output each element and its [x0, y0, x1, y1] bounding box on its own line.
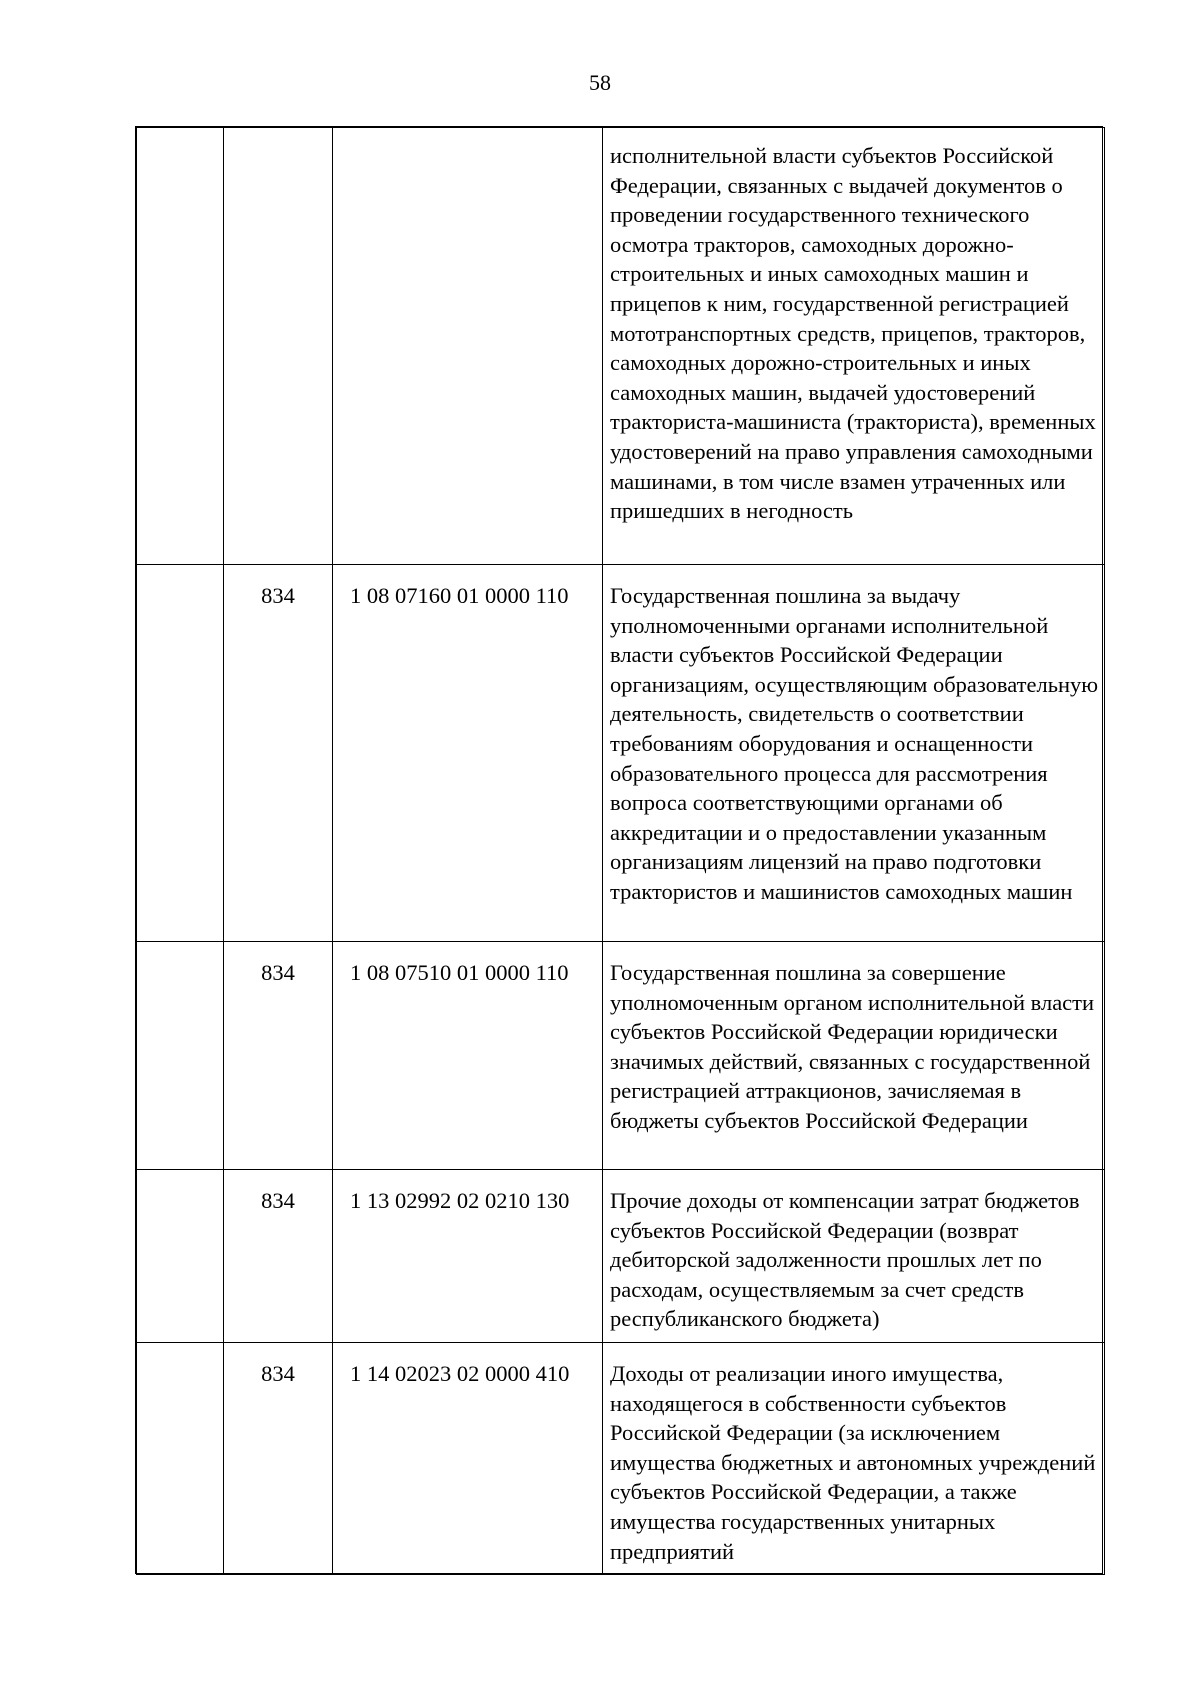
description-cell [603, 1170, 1105, 1343]
table-row [137, 565, 1105, 942]
table-row [137, 942, 1105, 1170]
admin-code-cell [224, 128, 333, 565]
empty-cell [137, 1170, 224, 1343]
kbk-code-cell: 1 08 07160 01 0000 110 [333, 565, 603, 942]
empty-cell [137, 942, 224, 1170]
description-text: Доходы от реализации иного имущества, находящегося в собственности субъектов Российской Федерации (за исключением имущества бюджетных и автономных учреждений субъектов Российской Федерации, а также имущества государственных унитарных предприятий [610, 1360, 1096, 1564]
empty-cell [137, 565, 224, 942]
description-text: Государственная пошлина за выдачу уполномоченными органами исполнительной власти субъектов Российской Федерации организациям, осуществляющим образовательную деятельность, свидетельств о соответствии требованиям оборудования и оснащенности образовательного процесса для рассмотрения вопроса соответствующими органами об аккредитации и о предоставлении указанным организациям лицензий на право подготовки трактористов и машинистов самоходных машин [610, 583, 1099, 904]
revenue-codes-table [135, 126, 1103, 1574]
description-cell [603, 1342, 1105, 1574]
empty-cell [137, 128, 224, 565]
description-cell [603, 565, 1105, 942]
kbk-code-cell [333, 128, 603, 565]
admin-code-cell: 834 [224, 942, 333, 1170]
table-row [137, 128, 1105, 565]
admin-code-cell: 834 [224, 1342, 333, 1574]
description-text: Государственная пошлина за совершение уполномоченным органом исполнительной власти субъектов Российской Федерации юридически значимых действий, связанных с государственной регистрацией аттракционов, зачисляемая в бюджеты субъектов Российской Федерации [610, 960, 1095, 1133]
description-text: Прочие доходы от компенсации затрат бюджетов субъектов Российской Федерации (возврат дебиторской задолженности прошлых лет по расходам, осуществляемым за счет средств республиканского бюджета) [610, 1188, 1080, 1332]
kbk-code-cell: 1 13 02992 02 0210 130 [333, 1170, 603, 1343]
kbk-code-cell: 1 08 07510 01 0000 110 [333, 942, 603, 1170]
table-row [137, 1170, 1105, 1343]
admin-code-cell: 834 [224, 1170, 333, 1343]
kbk-code-cell: 1 14 02023 02 0000 410 [333, 1342, 603, 1574]
description-text: исполнительной власти субъектов Российской Федерации, связанных с выдачей документов о проведении государственного технического осмотра тракторов, самоходных дорожно-строительных и иных самоходных машин и прицепов к ним, государственной регистрацией мототранспортных средств, прицепов, тракторов, самоходных дорожно-строительных и иных самоходных машин, выдачей удостоверений тракториста-машиниста (тракториста), временных удостоверений на право управления самоходными машинами, в том числе взамен утраченных или пришедших в негодность [610, 143, 1096, 524]
description-cell [603, 942, 1105, 1170]
admin-code-cell: 834 [224, 565, 333, 942]
page-number: 58 [589, 70, 611, 95]
empty-cell [137, 1342, 224, 1574]
table-row [137, 1342, 1105, 1574]
description-cell [603, 128, 1105, 565]
